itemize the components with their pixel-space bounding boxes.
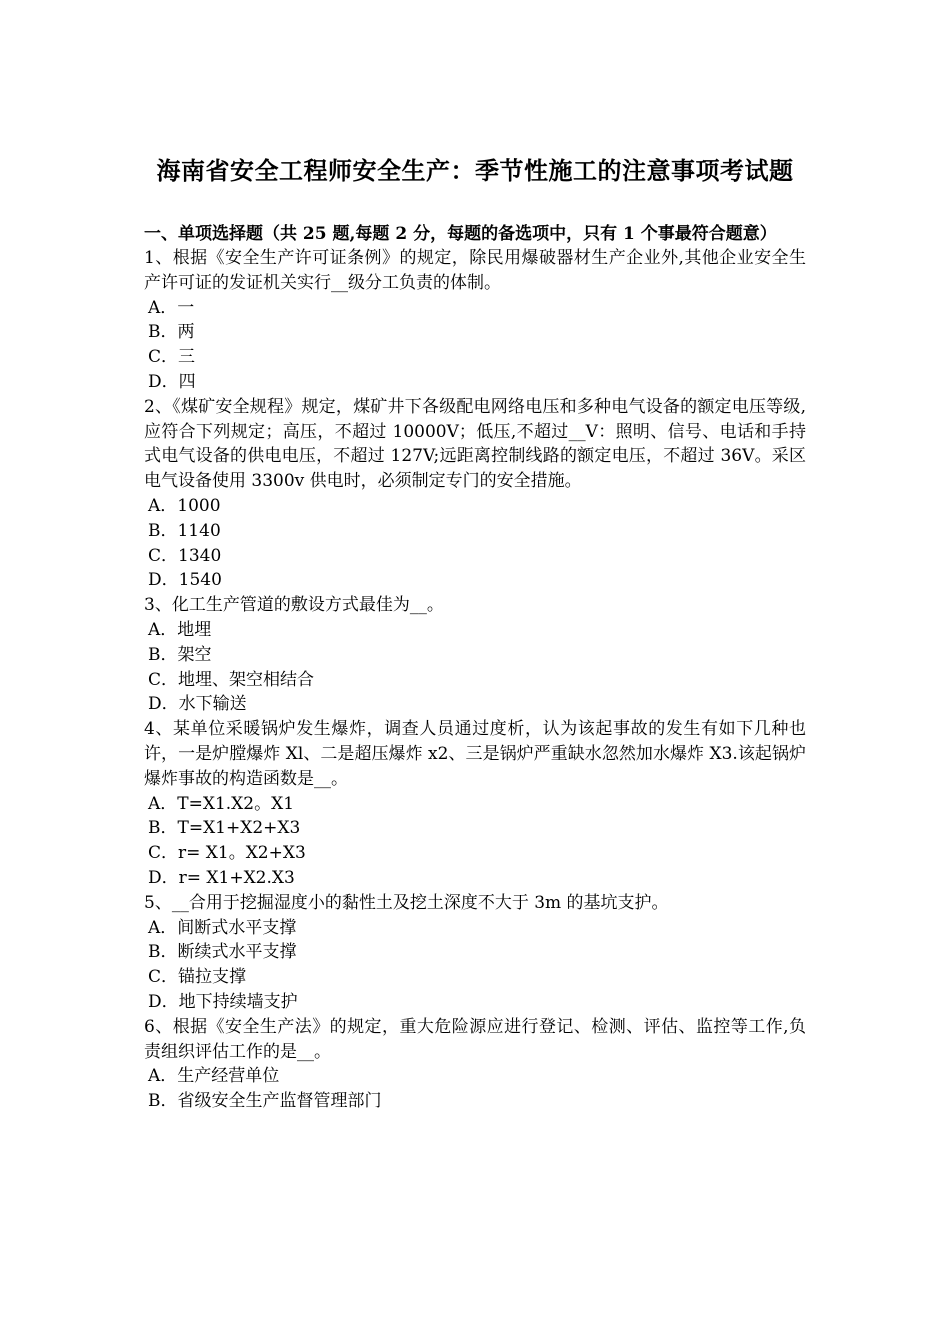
option-d: D．水下输送 — [148, 694, 247, 715]
option-b: B．断续式水平支撑 — [148, 942, 297, 963]
option-c: C．三 — [148, 347, 196, 368]
option-a: A．间断式水平支撑 — [148, 917, 297, 938]
option-b: B．省级安全生产监督管理部门 — [148, 1091, 382, 1112]
option-a: A．地埋 — [148, 619, 212, 640]
option-a: A．1000 — [148, 495, 221, 516]
question-5 — [144, 891, 806, 1015]
option-a: A．生产经营单位 — [148, 1066, 280, 1087]
question-6 — [144, 1015, 806, 1114]
option-d: D．地下持续墙支护 — [148, 991, 298, 1012]
option-list — [144, 494, 806, 593]
option-a: A．一 — [148, 297, 195, 318]
option-d: D．四 — [148, 371, 196, 392]
document-page — [144, 146, 806, 1114]
question-text: 2、《煤矿安全规程》规定，煤矿井下各级配电网络电压和多种电气设备的额定电压等级,应符合下列规定；高压，不超过 10000V；低压,不超过__V：照明、信号、电话和手持式电气设备的供电电压，不超过 127V;远距离控制线路的额定电压，不超过 36V。采区电气设备使用 3300v 供电时，必须制定专门的安全措施。 — [144, 396, 806, 492]
option-c: C．地埋、架空相结合 — [148, 669, 315, 690]
option-list — [144, 296, 806, 395]
option-b: B．架空 — [148, 644, 212, 665]
option-b: B．1140 — [148, 520, 221, 541]
option-b: B．T=X1+X2+X3 — [148, 818, 301, 839]
question-3 — [144, 593, 806, 717]
option-d: D．1540 — [148, 570, 222, 591]
document-title: 海南省安全工程师安全生产：季节性施工的注意事项考试题 — [156, 156, 794, 185]
option-b: B．两 — [148, 322, 195, 343]
option-list — [144, 792, 806, 891]
option-d: D．r= X1+X2.X3 — [148, 867, 295, 888]
option-c: C．r= X1。X2+X3 — [148, 843, 306, 864]
question-list — [144, 246, 806, 1114]
section-heading: 一、单项选择题（共 25 题,每题 2 分，每题的备选项中，只有 1 个事最符合题意） — [144, 224, 777, 244]
question-2 — [144, 395, 806, 593]
option-c: C．1340 — [148, 545, 222, 566]
question-4 — [144, 717, 806, 891]
question-text: 5、__合用于挖掘湿度小的黏性土及挖土深度不大于 3m 的基坑支护。 — [144, 892, 669, 913]
question-text: 4、某单位采暖锅炉发生爆炸，调查人员通过度析，认为该起事故的发生有如下几种也许，一是炉膛爆炸 Xl、二是超压爆炸 x2、三是锅炉严重缺水忽然加水爆炸 X3.该起锅炉爆炸事故的构造函数是__。 — [144, 719, 806, 789]
option-list — [144, 1064, 806, 1114]
option-list — [144, 618, 806, 717]
question-1 — [144, 246, 806, 395]
option-c: C．锚拉支撑 — [148, 967, 247, 988]
question-text: 1、根据《安全生产许可证条例》的规定，除民用爆破器材生产企业外,其他企业安全生产许可证的发证机关实行__级分工负责的体制。 — [144, 248, 806, 293]
question-text: 3、化工生产管道的敷设方式最佳为__。 — [144, 595, 444, 616]
option-a: A．T=X1.X2。X1 — [148, 793, 295, 814]
question-text: 6、根据《安全生产法》的规定，重大危险源应进行登记、检测、评估、监控等工作,负责组织评估工作的是__。 — [144, 1016, 806, 1062]
option-list — [144, 916, 806, 1015]
